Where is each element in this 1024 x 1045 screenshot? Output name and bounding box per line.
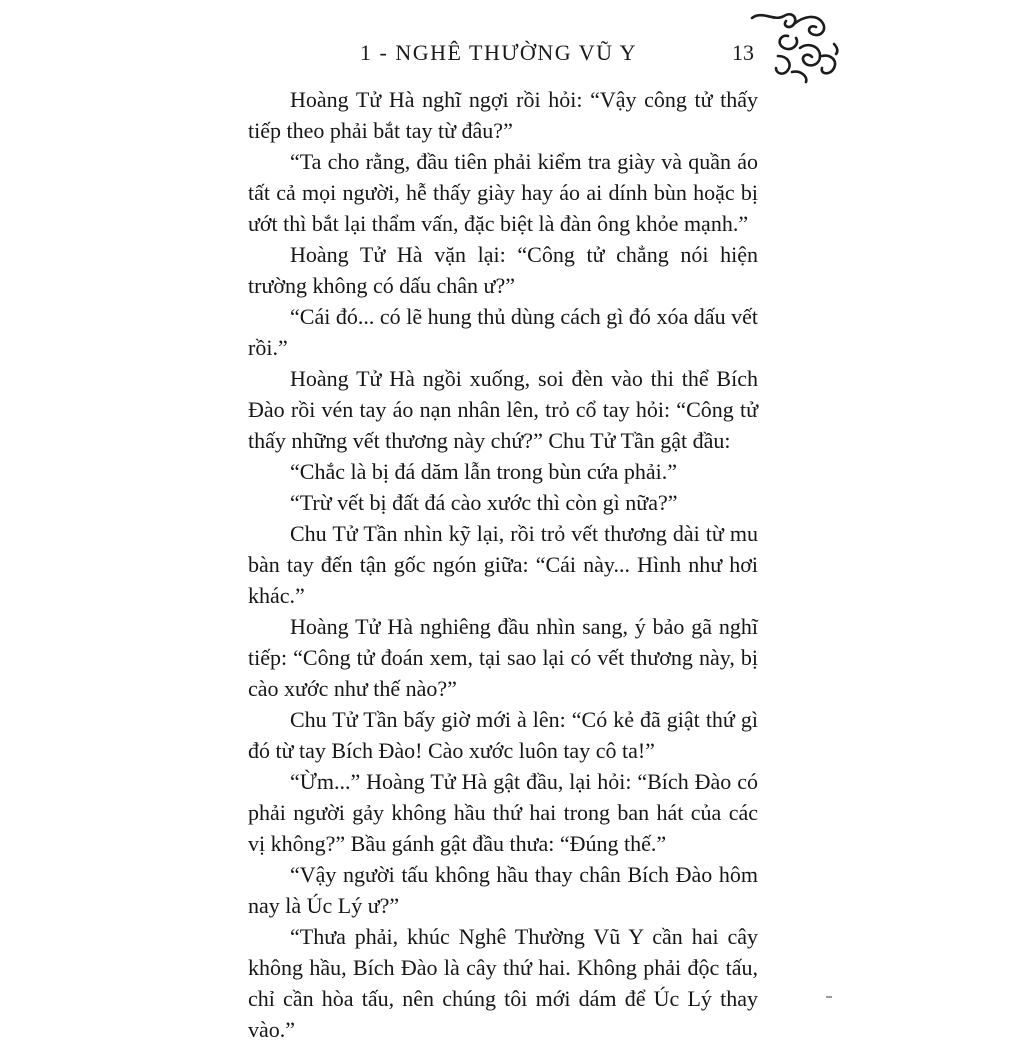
paragraph: Chu Tử Tần bấy giờ mới à lên: “Có kẻ đã giật thứ gì đó từ tay Bích Đào! Cào xước luôn tay cô ta!” <box>248 707 758 763</box>
paragraph: “Ta cho rằng, đầu tiên phải kiểm tra giày và quần áo tất cả mọi người, hễ thấy giày hay áo ai dính bùn hoặc bị ướt thì bắt lại thẩm vấn, đặc biệt là đàn ông khỏe mạnh.” <box>248 149 758 236</box>
running-head: 1 - NGHÊ THƯỜNG VŨ Y <box>360 40 638 65</box>
paragraph: “Vậy người tấu không hầu thay chân Bích Đào hôm nay là Úc Lý ư?” <box>248 862 758 918</box>
paragraph: “Trừ vết bị đất đá cào xước thì còn gì nữa?” <box>290 490 678 515</box>
paragraph: “Cái đó... có lẽ hung thủ dùng cách gì đó xóa dấu vết rồi.” <box>248 304 758 360</box>
paragraph: Hoàng Tử Hà ngồi xuống, soi đèn vào thi thể Bích Đào rồi vén tay áo nạn nhân lên, trỏ cổ tay hỏi: “Công tử thấy những vết thương này chứ?” Chu Tử Tần gật đầu: <box>248 366 758 453</box>
paragraph: Chu Tử Tần nhìn kỹ lại, rồi trỏ vết thương dài từ mu bàn tay đến tận gốc ngón giữa: “Cái này... Hình như hơi khác.” <box>248 521 758 608</box>
paragraph: Hoàng Tử Hà vặn lại: “Công tử chẳng nói hiện trường không có dấu chân ư?” <box>248 242 758 298</box>
paragraph: Hoàng Tử Hà nghĩ ngợi rồi hỏi: “Vậy công tử thấy tiếp theo phải bắt tay từ đâu?” <box>248 87 758 143</box>
body-text <box>248 84 758 1045</box>
paragraph: “Thưa phải, khúc Nghê Thường Vũ Y cần hai cây không hầu, Bích Đào là cây thứ hai. Không phải độc tấu, chỉ cần hòa tấu, nên chúng tôi mới dám để Úc Lý thay vào.” <box>248 924 758 1042</box>
cloud-scroll-ornament-icon <box>748 4 840 86</box>
page-number: 13 <box>732 40 754 65</box>
paragraph: “Ừm...” Hoàng Tử Hà gật đầu, lại hỏi: “Bích Đào có phải người gảy không hầu thứ hai trong ban hát của các vị không?” Bầu gánh gật đầu thưa: “Đúng thế.” <box>248 769 758 856</box>
paragraph: “Chắc là bị đá dăm lẫn trong bùn cứa phải.” <box>290 459 678 484</box>
paragraph: Hoàng Tử Hà nghiêng đầu nhìn sang, ý bảo gã nghĩ tiếp: “Công tử đoán xem, tại sao lại có vết thương này, bị cào xước như thế nào?” <box>248 614 758 701</box>
scan-speck <box>826 996 832 998</box>
